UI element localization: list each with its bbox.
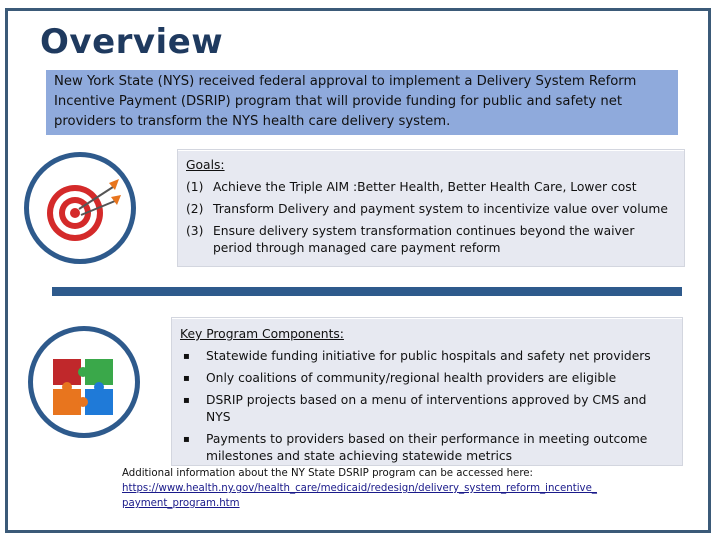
puzzle-icon <box>33 331 135 433</box>
bullet-icon: ▪ <box>183 395 190 406</box>
goal-item <box>186 179 676 196</box>
goals-panel <box>178 150 684 266</box>
components-panel <box>172 318 682 465</box>
goal-item <box>186 201 676 218</box>
bullet-icon: ▪ <box>183 434 190 445</box>
target-icon-circle <box>24 152 136 264</box>
component-item <box>180 431 674 465</box>
goal-number: (1) <box>186 180 204 194</box>
puzzle-icon-circle <box>28 326 140 438</box>
note-text: Additional information about the NY State DSRIP program can be accessed here: <box>122 468 533 479</box>
additional-info-note <box>122 466 602 511</box>
component-text: Only coalitions of community/regional health providers are eligible <box>206 371 617 385</box>
component-text: Statewide funding initiative for public hospitals and safety net providers <box>206 349 651 363</box>
goal-number: (2) <box>186 202 204 216</box>
component-item <box>180 348 674 365</box>
goal-number: (3) <box>186 224 204 238</box>
intro-box: New York State (NYS) received federal approval to implement a Delivery System Reform Incentive Payment (DSRIP) program that will provide funding for public and safety net providers to transform the NYS health care delivery system. <box>46 70 678 135</box>
bullet-icon: ▪ <box>183 351 190 362</box>
goals-heading: Goals: <box>186 158 225 172</box>
target-icon <box>29 157 131 259</box>
component-item <box>180 392 674 426</box>
goal-text: Transform Delivery and payment system to incentivize value over volume <box>213 202 668 216</box>
page-title: Overview <box>40 22 224 62</box>
component-item <box>180 370 674 387</box>
section-divider-bar <box>52 287 682 296</box>
goal-text: Achieve the Triple AIM :Better Health, Better Health Care, Lower cost <box>213 180 637 194</box>
component-text: Payments to providers based on their performance in meeting outcome milestones and state achieving statewide metrics <box>206 432 648 463</box>
goal-item <box>186 223 676 257</box>
goal-text: Ensure delivery system transformation continues beyond the waiver period through managed care payment reform <box>213 224 635 255</box>
bullet-icon: ▪ <box>183 373 190 384</box>
components-heading: Key Program Components: <box>180 327 344 341</box>
component-text: DSRIP projects based on a menu of interventions approved by CMS and NYS <box>206 393 647 424</box>
dsrip-info-link[interactable]: https://www.health.ny.gov/health_care/medicaid/redesign/delivery_system_reform_incentive_payment_program.htm <box>122 483 597 509</box>
